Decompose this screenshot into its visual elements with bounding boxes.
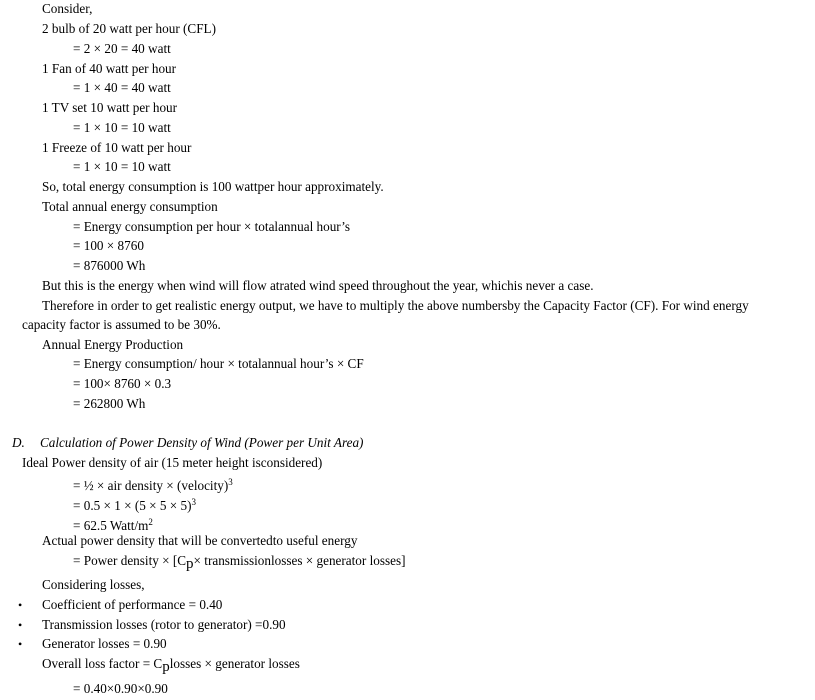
equation-line: = 0.40×0.90×0.90 bbox=[73, 681, 168, 696]
equation-line: = 2 × 20 = 40 watt bbox=[73, 41, 171, 56]
superscript: 3 bbox=[191, 497, 197, 507]
subscript: p bbox=[162, 659, 170, 675]
text-line: Considering losses, bbox=[42, 577, 145, 592]
equation-text: = ½ × air density × (velocity) bbox=[73, 478, 229, 493]
equation-text: = Power density × [C bbox=[73, 553, 187, 568]
superscript: 2 bbox=[148, 517, 153, 527]
subscript: p bbox=[186, 556, 194, 572]
equation-line bbox=[73, 514, 153, 534]
text-line: 1 Fan of 40 watt per hour bbox=[42, 61, 177, 76]
list-item: Transmission losses (rotor to generator) =0.90 bbox=[42, 617, 286, 632]
equation-line bbox=[73, 494, 196, 514]
bullet-icon: • bbox=[18, 598, 23, 612]
section-letter: D. bbox=[12, 435, 25, 450]
text-line: But this is the energy when wind will flow atrated wind speed throughout the year, whichis never a case. bbox=[42, 278, 594, 293]
text-line: Therefore in order to get realistic energy output, we have to multiply the above numbersby the Capacity Factor (CF). For wind energy bbox=[42, 298, 749, 313]
equation-line: = 100× 8760 × 0.3 bbox=[73, 376, 172, 391]
equation-line bbox=[73, 474, 233, 494]
text-line: Actual power density that will be convertedto useful energy bbox=[42, 533, 358, 548]
text-line: 1 Freeze of 10 watt per hour bbox=[42, 140, 192, 155]
equation-text: × transmissionlosses × generator losses] bbox=[193, 553, 406, 568]
equation-line: = Energy consumption/ hour × totalannual hour’s × CF bbox=[73, 356, 364, 371]
equation-line: = 876000 Wh bbox=[73, 258, 146, 273]
text-line: Annual Energy Production bbox=[42, 337, 184, 352]
equation-line bbox=[73, 553, 405, 572]
text-line: 1 TV set 10 watt per hour bbox=[42, 100, 178, 115]
equation-line bbox=[42, 656, 300, 675]
bullet-icon: • bbox=[18, 637, 23, 651]
list-item: Generator losses = 0.90 bbox=[42, 636, 167, 651]
text-line: Consider, bbox=[42, 1, 93, 16]
section-title: Calculation of Power Density of Wind (Power per Unit Area) bbox=[40, 435, 364, 450]
section-heading bbox=[12, 435, 363, 451]
superscript: 3 bbox=[228, 477, 233, 487]
text-line: capacity factor is assumed to be 30%. bbox=[22, 317, 221, 332]
equation-text: losses × generator losses bbox=[169, 656, 300, 671]
text-line: Ideal Power density of air (15 meter height isconsidered) bbox=[22, 455, 323, 470]
text-line: Total annual energy consumption bbox=[42, 199, 218, 214]
equation-line: = 262800 Wh bbox=[73, 396, 146, 411]
bullet-icon: • bbox=[18, 618, 23, 632]
text-line: So, total energy consumption is 100 wattper hour approximately. bbox=[42, 179, 384, 194]
equation-text: Overall loss factor = C bbox=[42, 656, 163, 671]
equation-text: = 0.5 × 1 × (5 × 5 × 5) bbox=[73, 498, 192, 513]
list-item: Coefficient of performance = 0.40 bbox=[42, 597, 223, 612]
equation-line: = 100 × 8760 bbox=[73, 238, 144, 253]
text-line: 2 bulb of 20 watt per hour (CFL) bbox=[42, 21, 216, 36]
equation-line: = 1 × 10 = 10 watt bbox=[73, 159, 171, 174]
equation-text: = 62.5 Watt/m bbox=[73, 518, 149, 533]
equation-line: = 1 × 40 = 40 watt bbox=[73, 80, 171, 95]
equation-line: = 1 × 10 = 10 watt bbox=[73, 120, 171, 135]
equation-line: = Energy consumption per hour × totalannual hour’s bbox=[73, 219, 350, 234]
